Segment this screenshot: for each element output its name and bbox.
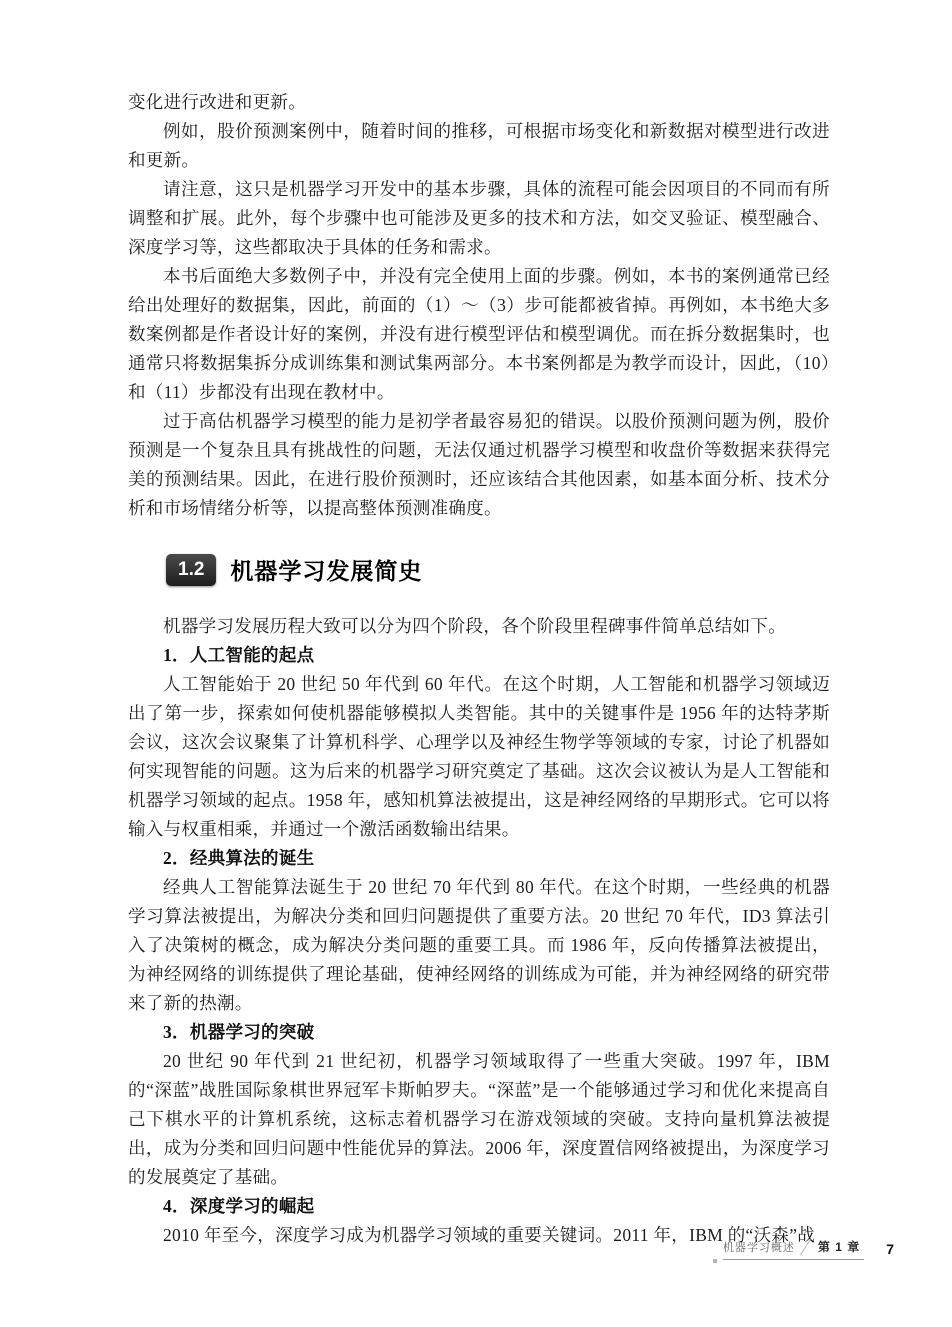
paragraph: 请注意，这只是机器学习开发中的基本步骤，具体的流程可能会因项目的不同而有所调整和扩展。此外，每个步骤中也可能涉及更多的技术和方法，如交叉验证、模型融合、深度学习等，这些都取决于具体的任务和需求。: [128, 179, 830, 257]
section-number-badge: 1.2: [166, 554, 216, 586]
footer-page-number: 7: [886, 1241, 894, 1257]
paragraph: 过于高估机器学习模型的能力是初学者最容易犯的错误。以股价预测问题为例，股价预测是一个复杂且具有挑战性的问题，无法仅通过机器学习模型和收盘价等数据来获得完美的预测结果。因此，在进行股价预测时，还应该结合其他因素，如基本面分析、技术分析和市场情绪分析等，以提高整体预测准确度。: [128, 411, 830, 518]
footer-chapter-label: 第 1 章: [817, 1240, 861, 1254]
footer-section-title: 机器学习概述: [722, 1241, 795, 1254]
subsection-body: 20 世纪 90 年代到 21 世纪初，机器学习领域取得了一些重大突破。1997 年，IBM 的“深蓝”战胜国际象棋世界冠军卡斯帕罗夫。“深蓝”是一个能够通过学习和优化来提高自己下棋水平的计算机系统，这标志着机器学习在游戏领域的突破。支持向量机算法被提出，成为分类和回归问题中性能优异的算法。2006 年，深度置信网络被提出，为深度学习的发展奠定了基础。: [128, 1051, 830, 1187]
page-footer: [723, 1238, 894, 1260]
section-title: 机器学习发展简史: [230, 559, 423, 584]
subsection-body: 经典人工智能算法诞生于 20 世纪 70 年代到 80 年代。在这个时期，一些经典的机器学习算法被提出，为解决分类和回归问题提供了重要方法。20 世纪 70 年代，ID3 算法引入了决策树的概念，成为解决分类问题的重要工具。而 1986 年，反向传播算法被提出，为神经网络的训练提供了理论基础，使神经网络的训练成为可能，并为神经网络的研究带来了新的热潮。: [128, 877, 830, 1013]
subsection-heading: 2．经典算法的诞生: [163, 848, 315, 868]
subsection-heading: 4．深度学习的崛起: [163, 1196, 315, 1216]
section-intro-paragraph: 机器学习发展历程大致可以分为四个阶段，各个阶段里程碑事件简单总结如下。: [163, 616, 786, 636]
subsection-body: 2010 年至今，深度学习成为机器学习领域的重要关键词。2011 年，IBM 的“沃森”战: [163, 1225, 816, 1245]
subsection-body: 人工智能始于 20 世纪 50 年代到 60 年代。在这个时期，人工智能和机器学习领域迈出了第一步，探索如何使机器能够模拟人类智能。其中的关键事件是 1956 年的达特茅斯会议，这次会议聚集了计算机科学、心理学以及神经生物学等领域的专家，讨论了机器如何实现智能的问题。这为后来的机器学习研究奠定了基础。这次会议被认为是人工智能和机器学习领域的起点。1958 年，感知机算法被提出，这是神经网络的早期形式。它可以将输入与权重相乘，并通过一个激活函数输出结果。: [128, 674, 830, 839]
paragraph: 本书后面绝大多数例子中，并没有完全使用上面的步骤。例如，本书的案例通常已经给出处理好的数据集，因此，前面的（1）～（3）步可能都被省掉。再例如，本书绝大多数案例都是作者设计好的案例，并没有进行模型评估和模型调优。而在拆分数据集时，也通常只将数据集拆分成训练集和测试集两部分。本书案例都是为教学而设计，因此，（10）和（11）步都没有出现在教材中。: [128, 266, 830, 402]
subsection-heading: 1．人工智能的起点: [163, 645, 315, 665]
footer-rule-group: [723, 1238, 864, 1260]
subsection-heading: 3．机器学习的突破: [163, 1022, 315, 1042]
page-content: [128, 88, 830, 1250]
paragraph: 例如，股价预测案例中，随着时间的推移，可根据市场变化和新数据对模型进行改进和更新。: [128, 121, 830, 170]
section-header: [166, 553, 830, 586]
paragraph: 变化进行改进和更新。: [128, 92, 306, 112]
